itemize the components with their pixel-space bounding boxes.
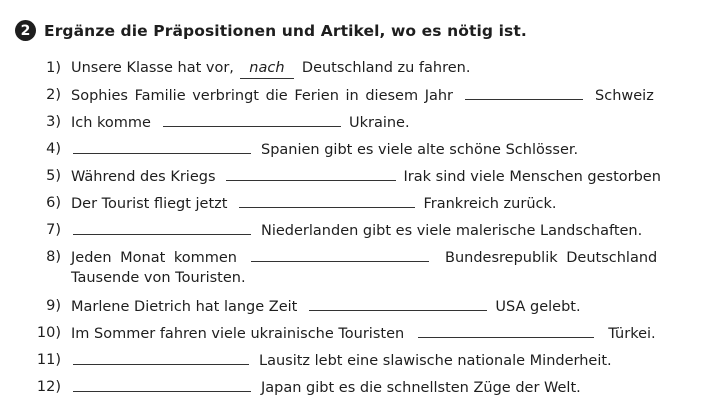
item-number: 3) — [46, 114, 61, 130]
item-number: 11) — [36, 352, 61, 368]
answer-blank[interactable] — [163, 112, 341, 127]
item-text-before: Im Sommer fahren viele ukrainische Touristen — [71, 326, 405, 342]
answer-blank[interactable] — [309, 296, 487, 311]
item-text-before: Während des Kriegs — [71, 169, 216, 185]
exercise-title: Ergänze die Präpositionen und Artikel, wo es nötig ist. — [44, 21, 527, 40]
exercise-number-badge: 2 — [15, 20, 36, 41]
answer-blank[interactable] — [73, 377, 251, 392]
item-number: 9) — [46, 298, 61, 314]
item-text-after: Irak sind viele Menschen gestorben — [403, 169, 661, 185]
item-number: 10) — [36, 325, 61, 341]
item-text-after: Deutschland zu fahren. — [301, 60, 471, 76]
answer-blank[interactable] — [465, 85, 583, 100]
item-text-after: Niederlanden gibt es viele malerische Landschaften. — [261, 223, 643, 239]
item-text-after: Frankreich zurück. — [423, 196, 557, 212]
item-number: 7) — [46, 222, 61, 238]
item-number: 8) — [46, 249, 61, 265]
item-text-after: Bundesrepublik Deutschland — [445, 250, 658, 266]
answer-blank[interactable] — [251, 247, 429, 262]
item-text-before: Marlene Dietrich hat lange Zeit — [71, 299, 298, 315]
item-8-continuation: Tausende von Touristen. — [71, 270, 246, 286]
answer-blank[interactable] — [226, 166, 396, 181]
item-number: 4) — [46, 141, 61, 157]
answer-blank[interactable] — [73, 139, 251, 154]
item-text-after: Lausitz lebt eine slawische nationale Minderheit. — [259, 353, 612, 369]
answer-blank[interactable] — [73, 220, 251, 235]
item-text-before: Jeden Monat kommen — [71, 250, 237, 266]
answer-blank-filled[interactable]: nach — [240, 58, 294, 79]
item-number: 6) — [46, 195, 61, 211]
item-text-before: Der Tourist fliegt jetzt — [71, 196, 228, 212]
answer-blank[interactable] — [418, 323, 594, 338]
item-number: 5) — [46, 168, 61, 184]
item-text-after: Japan gibt es die schnellsten Züge der Welt. — [261, 380, 581, 396]
item-text-after: Ukraine. — [348, 115, 410, 131]
item-number: 12) — [36, 379, 61, 395]
item-text-before: Sophies Familie verbringt die Ferien in diesem Jahr — [71, 88, 454, 104]
item-text-after: Türkei. — [608, 326, 656, 342]
item-number: 1) — [46, 60, 61, 76]
item-text-after: Schweiz — [595, 88, 654, 104]
item-text-before: Unsere Klasse hat vor, — [71, 60, 234, 76]
item-text-after: USA gelebt. — [495, 299, 581, 315]
answer-blank[interactable] — [239, 193, 415, 208]
item-text-after: Spanien gibt es viele alte schöne Schlösser. — [261, 142, 579, 158]
answer-blank[interactable] — [73, 350, 249, 365]
item-number: 2) — [46, 87, 61, 103]
item-text-before: Ich komme — [71, 115, 151, 131]
